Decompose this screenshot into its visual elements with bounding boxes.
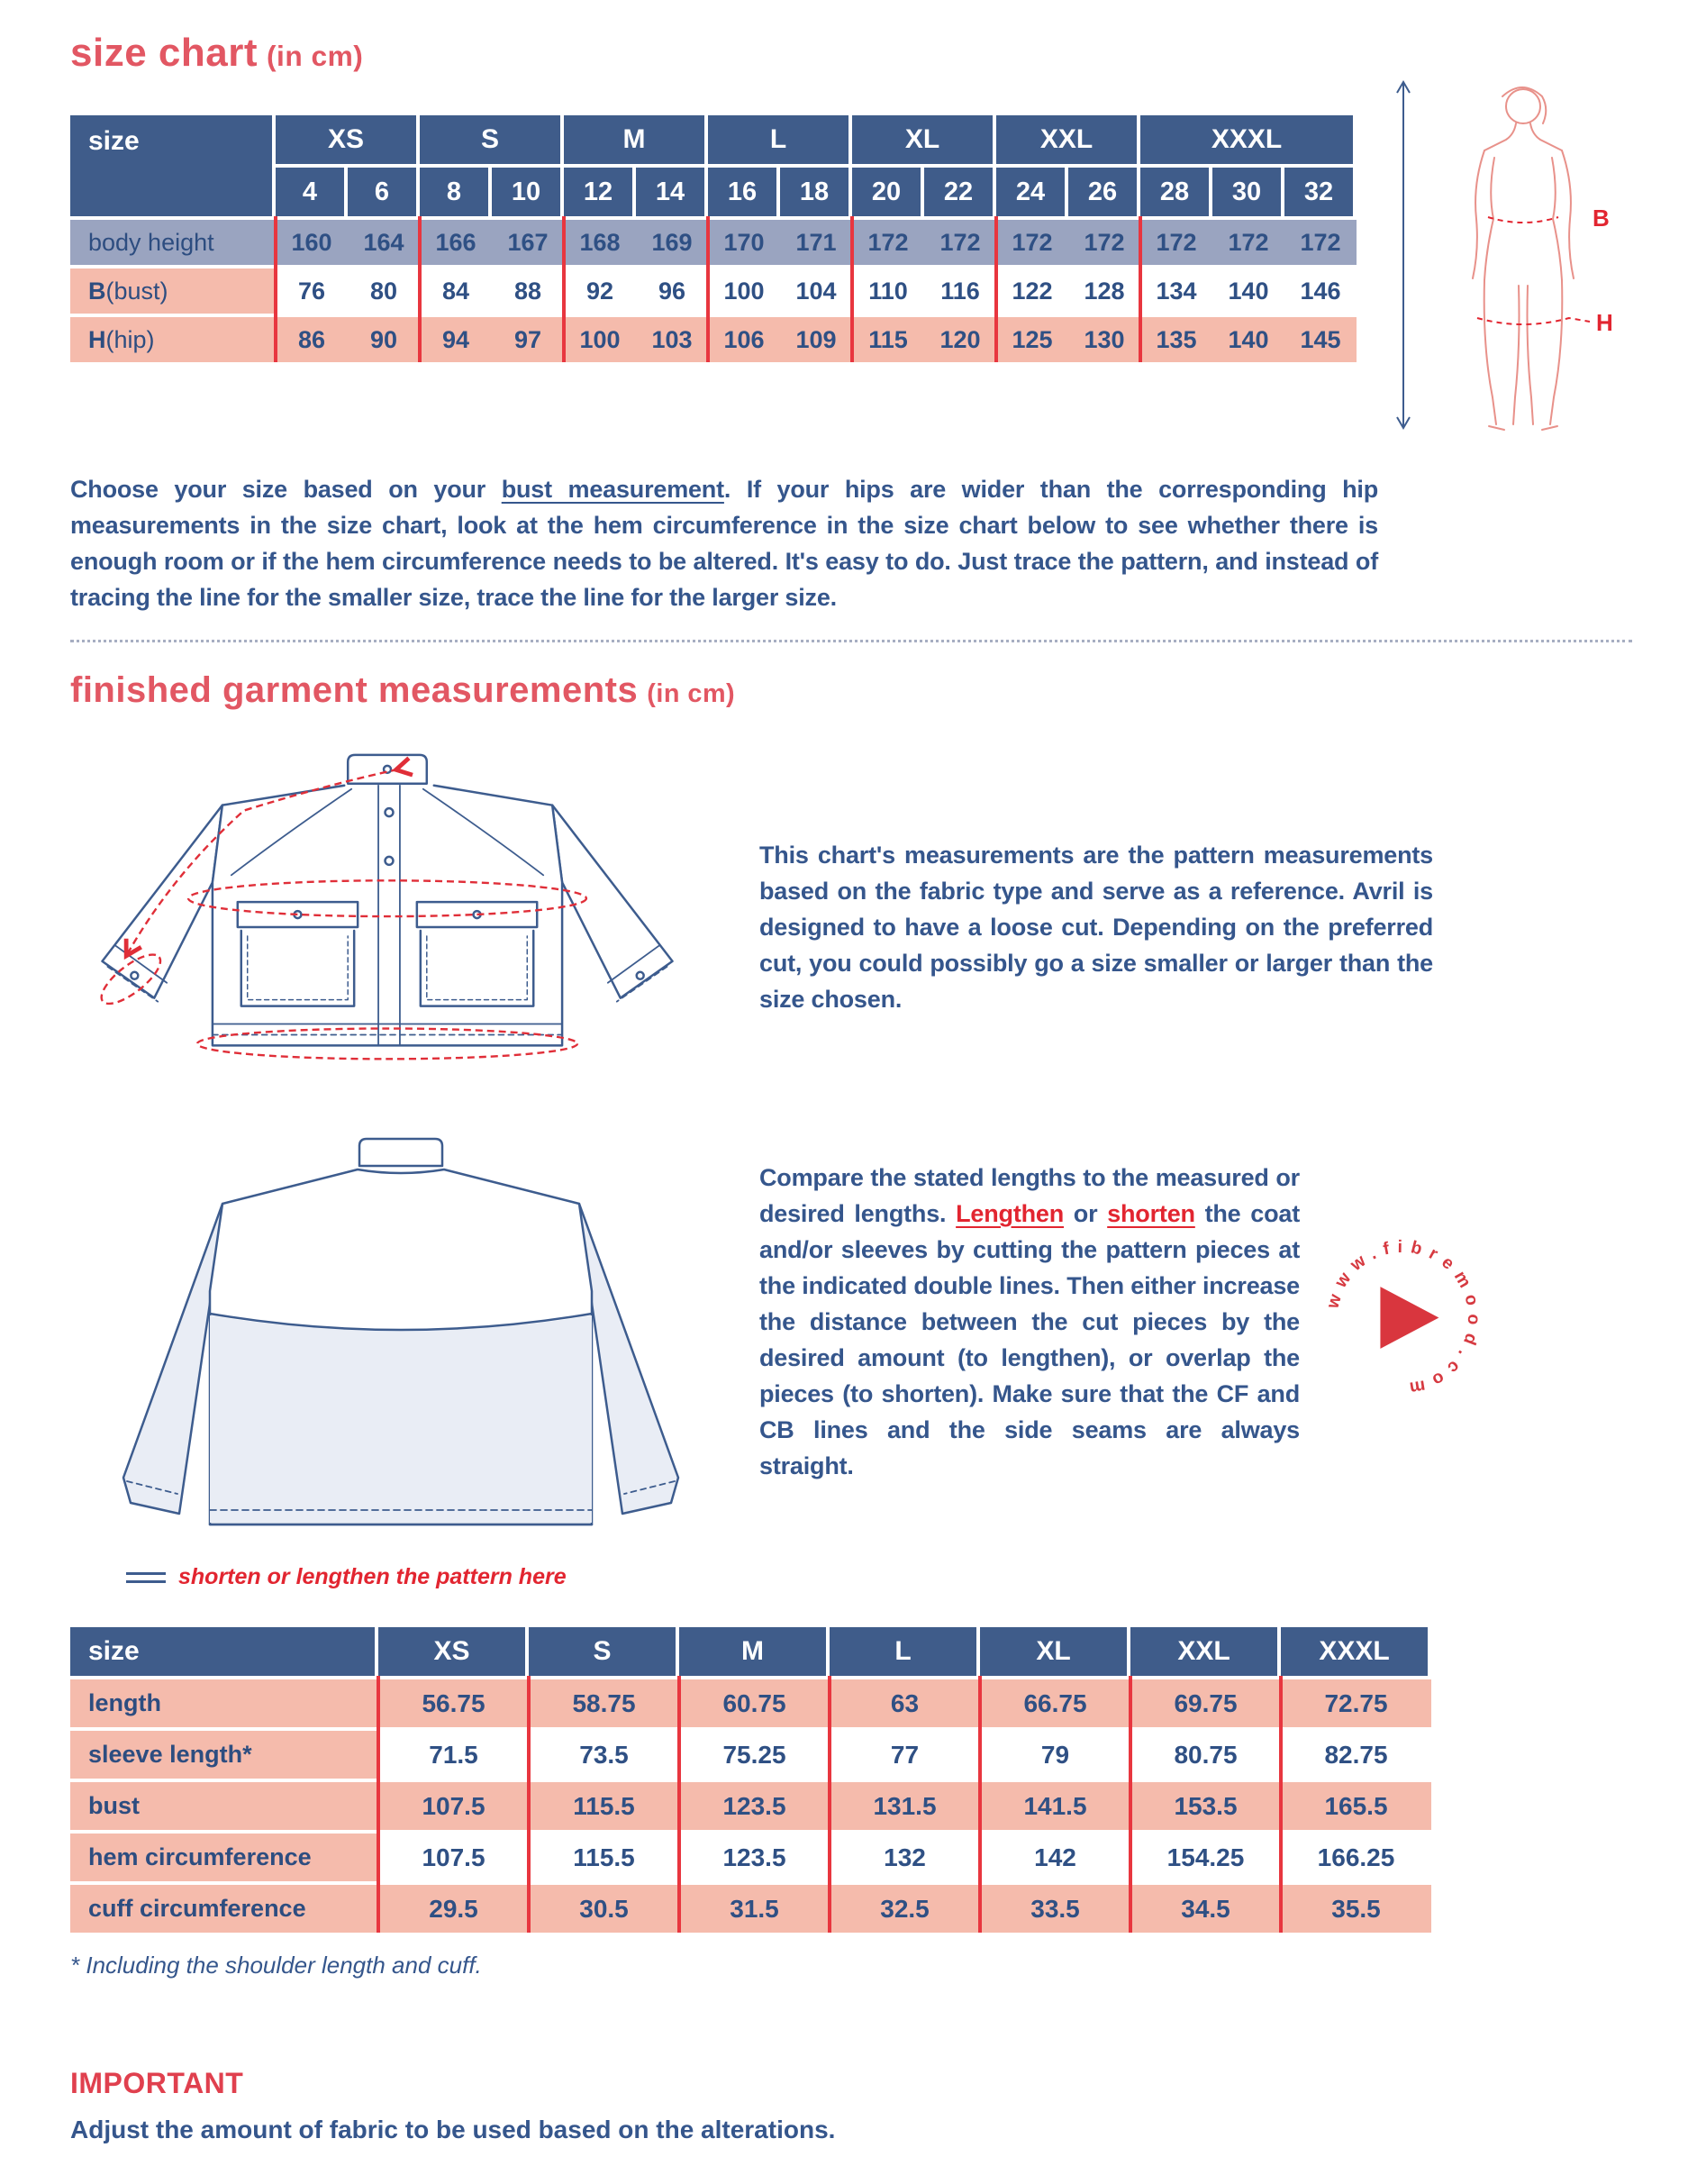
garment-size-header: XXXL xyxy=(1281,1627,1431,1676)
numeric-size-header: 4 xyxy=(276,168,348,216)
table-cell: 100 xyxy=(708,268,780,314)
lengthen-shorten-legend xyxy=(126,1564,567,1590)
intro-underlined-text: bust measurement xyxy=(501,476,724,503)
woman-silhouette xyxy=(1473,87,1574,430)
table-cell: 77 xyxy=(830,1731,980,1779)
table-cell: 29.5 xyxy=(378,1885,529,1933)
table-cell: 166.25 xyxy=(1281,1834,1431,1881)
row-label-sleeve-length: sleeve length* xyxy=(70,1731,378,1779)
table-cell: 103 xyxy=(636,317,708,362)
size-group-header: M xyxy=(564,115,708,164)
table-cell: 172 xyxy=(1212,220,1284,265)
table-cell: 60.75 xyxy=(679,1679,830,1727)
height-arrow xyxy=(1397,82,1410,428)
table-cell: 107.5 xyxy=(378,1834,529,1881)
table-cell: 130 xyxy=(1068,317,1140,362)
logo-play-triangle xyxy=(1380,1287,1438,1349)
table-cell: 76 xyxy=(276,268,348,314)
table-cell: 154.25 xyxy=(1130,1834,1281,1881)
red-separator-line xyxy=(1139,216,1142,362)
red-separator-line xyxy=(978,1676,982,1933)
table-cell: 96 xyxy=(636,268,708,314)
garment-table-corner-header: size xyxy=(70,1627,378,1676)
jacket-back-outline xyxy=(123,1139,678,1524)
important-heading: IMPORTANT xyxy=(70,2067,244,2099)
numeric-size-header: 6 xyxy=(348,168,420,216)
table-cell: 140 xyxy=(1212,317,1284,362)
table-cell: 84 xyxy=(420,268,492,314)
table-cell: 140 xyxy=(1212,268,1284,314)
table-cell: 123.5 xyxy=(679,1782,830,1830)
table-cell: 104 xyxy=(780,268,852,314)
size-group-header: XL xyxy=(852,115,996,164)
shorten-link-text: shorten xyxy=(1107,1200,1195,1227)
table-cell: 168 xyxy=(564,220,636,265)
table-cell: 71.5 xyxy=(378,1731,529,1779)
table-cell: 145 xyxy=(1284,317,1357,362)
intro-text: . If your hips are wider than the corresponding hip measurements in the size chart, look at the hem circumference in the size chart below to see whether there is enough room or if the hem circumference needs to be altered. It's easy to do. Just trace the pattern, and instead of tracing the line for the smaller size, trace the line for the larger size. xyxy=(70,476,1379,611)
reference-paragraph: This chart's measurements are the pattern measurements based on the fabric type and serve as a reference. Avril is designed to have a loose cut. Depending on the preferred cut, you could possibly go a size smaller or larger than the size chosen. xyxy=(759,842,1433,1013)
garment-size-header: XXL xyxy=(1130,1627,1281,1676)
size-chart-title-text: size chart xyxy=(70,31,258,75)
table-cell: 164 xyxy=(348,220,420,265)
bust-measure-label: B xyxy=(1593,205,1610,232)
table-cell: 80 xyxy=(348,268,420,314)
size-chart-corner-header: size xyxy=(70,115,276,216)
size-group-header: L xyxy=(708,115,852,164)
row-label-body-height xyxy=(70,220,276,265)
red-separator-line xyxy=(850,216,854,362)
table-cell: 32.5 xyxy=(830,1885,980,1933)
table-cell: 125 xyxy=(996,317,1068,362)
red-separator-line xyxy=(1129,1676,1132,1933)
table-cell: 165.5 xyxy=(1281,1782,1431,1830)
numeric-size-header: 14 xyxy=(636,168,708,216)
numeric-size-header: 26 xyxy=(1068,168,1140,216)
red-separator-line xyxy=(677,1676,681,1933)
red-separator-line xyxy=(527,1676,531,1933)
paragraph-text: Compare the stated lengths to the measured or desired lengths. xyxy=(759,1164,1300,1227)
red-separator-line xyxy=(274,216,277,362)
numeric-size-header: 10 xyxy=(492,168,564,216)
red-separator-line xyxy=(377,1676,380,1933)
red-separator-line xyxy=(1279,1676,1283,1933)
table-cell: 75.25 xyxy=(679,1731,830,1779)
sleeve-length-footnote: * Including the shoulder length and cuff. xyxy=(70,1952,482,1979)
numeric-size-header: 30 xyxy=(1212,168,1284,216)
size-chart-table xyxy=(70,115,1357,362)
table-cell: 115 xyxy=(852,317,924,362)
paragraph-text: the coat and/or sleeves by cutting the pattern pieces at the indicated double lines. Then either increase the distance between the cut pieces by the desired amount (to lengthen), or overlap the pieces (to shorten). Make sure that the CF and CB lines and the side seams are always straight. xyxy=(759,1200,1300,1479)
table-cell: 86 xyxy=(276,317,348,362)
table-cell: 131.5 xyxy=(830,1782,980,1830)
table-cell: 63 xyxy=(830,1679,980,1727)
table-cell: 172 xyxy=(1068,220,1140,265)
row-label-letter: H xyxy=(88,325,106,353)
size-chart-title xyxy=(70,31,363,76)
numeric-size-header: 28 xyxy=(1140,168,1212,216)
table-cell: 120 xyxy=(924,317,996,362)
row-label-bust: bust xyxy=(70,1782,378,1830)
table-cell: 115.5 xyxy=(529,1834,679,1881)
fibremood-logo xyxy=(1315,1230,1491,1406)
table-cell: 160 xyxy=(276,220,348,265)
intro-text: Choose your size based on your xyxy=(70,476,502,503)
red-separator-line xyxy=(418,216,422,362)
dotted-divider xyxy=(70,640,1632,642)
red-separator-line xyxy=(706,216,710,362)
hip-measure-label: H xyxy=(1596,309,1613,336)
lengthen-link-text: Lengthen xyxy=(956,1200,1065,1227)
intro-paragraph xyxy=(70,471,1378,615)
table-cell: 172 xyxy=(996,220,1068,265)
table-cell: 172 xyxy=(852,220,924,265)
table-cell: 134 xyxy=(1140,268,1212,314)
table-cell: 58.75 xyxy=(529,1679,679,1727)
red-separator-line xyxy=(994,216,998,362)
size-group-header: S xyxy=(420,115,564,164)
row-label-text: (hip) xyxy=(105,325,155,353)
size-group-header: XXL xyxy=(996,115,1140,164)
logo-circular-text: www.fibremood.com xyxy=(1322,1236,1484,1399)
table-cell: 69.75 xyxy=(1130,1679,1281,1727)
row-label-text: body height xyxy=(88,228,214,256)
table-cell: 167 xyxy=(492,220,564,265)
table-cell: 34.5 xyxy=(1130,1885,1281,1933)
table-cell: 172 xyxy=(1140,220,1212,265)
numeric-size-header: 20 xyxy=(852,168,924,216)
finished-title-text: finished garment measurements xyxy=(70,670,639,710)
numeric-size-header: 18 xyxy=(780,168,852,216)
table-cell: 123.5 xyxy=(679,1834,830,1881)
table-cell: 33.5 xyxy=(980,1885,1130,1933)
row-label-hem-circumference: hem circumference xyxy=(70,1834,378,1881)
table-cell: 94 xyxy=(420,317,492,362)
table-cell: 56.75 xyxy=(378,1679,529,1727)
numeric-size-header: 32 xyxy=(1284,168,1357,216)
jacket-back-drawing xyxy=(86,1124,716,1548)
numeric-size-header: 22 xyxy=(924,168,996,216)
row-label-bust xyxy=(70,268,276,314)
table-cell: 171 xyxy=(780,220,852,265)
size-group-header: XS xyxy=(276,115,420,164)
garment-size-header: XL xyxy=(980,1627,1130,1676)
table-cell: 141.5 xyxy=(980,1782,1130,1830)
row-label-cuff-circumference: cuff circumference xyxy=(70,1885,378,1933)
garment-size-header: M xyxy=(679,1627,830,1676)
table-cell: 142 xyxy=(980,1834,1130,1881)
table-cell: 100 xyxy=(564,317,636,362)
table-cell: 106 xyxy=(708,317,780,362)
legend-text: shorten or lengthen the pattern here xyxy=(178,1564,567,1589)
body-figure-illustration xyxy=(1387,77,1617,432)
table-cell: 153.5 xyxy=(1130,1782,1281,1830)
table-cell: 116 xyxy=(924,268,996,314)
table-cell: 92 xyxy=(564,268,636,314)
table-cell: 79 xyxy=(980,1731,1130,1779)
table-cell: 30.5 xyxy=(529,1885,679,1933)
numeric-size-header: 16 xyxy=(708,168,780,216)
table-cell: 72.75 xyxy=(1281,1679,1431,1727)
jacket-front-drawing xyxy=(54,741,721,1126)
table-cell: 169 xyxy=(636,220,708,265)
table-cell: 97 xyxy=(492,317,564,362)
table-cell: 146 xyxy=(1284,268,1357,314)
table-cell: 73.5 xyxy=(529,1731,679,1779)
row-label-hip xyxy=(70,317,276,362)
table-cell: 166 xyxy=(420,220,492,265)
paragraph-text: or xyxy=(1064,1200,1108,1227)
numeric-size-header: 8 xyxy=(420,168,492,216)
table-cell: 31.5 xyxy=(679,1885,830,1933)
garment-size-header: S xyxy=(529,1627,679,1676)
row-label-letter: B xyxy=(88,277,106,305)
important-text: Adjust the amount of fabric to be used based on the alterations. xyxy=(70,2116,836,2143)
row-label-text: (bust) xyxy=(105,277,168,305)
table-cell: 128 xyxy=(1068,268,1140,314)
table-cell: 88 xyxy=(492,268,564,314)
red-separator-line xyxy=(562,216,566,362)
table-cell: 35.5 xyxy=(1281,1885,1431,1933)
table-cell: 66.75 xyxy=(980,1679,1130,1727)
table-cell: 172 xyxy=(1284,220,1357,265)
numeric-size-header: 12 xyxy=(564,168,636,216)
lengthen-shorten-paragraph xyxy=(759,1160,1300,1484)
table-cell: 122 xyxy=(996,268,1068,314)
jacket-front-outline xyxy=(102,755,672,1045)
row-label-length: length xyxy=(70,1679,378,1727)
table-cell: 172 xyxy=(924,220,996,265)
finished-measurements-title xyxy=(70,670,735,711)
table-cell: 132 xyxy=(830,1834,980,1881)
table-cell: 115.5 xyxy=(529,1782,679,1830)
garment-measurements-table xyxy=(70,1627,1431,1933)
garment-size-header: XS xyxy=(378,1627,529,1676)
table-cell: 135 xyxy=(1140,317,1212,362)
numeric-size-header: 24 xyxy=(996,168,1068,216)
size-group-header: XXXL xyxy=(1140,115,1357,164)
table-cell: 90 xyxy=(348,317,420,362)
red-separator-line xyxy=(828,1676,831,1933)
finished-title-unit: (in cm) xyxy=(647,679,736,708)
double-line-icon xyxy=(126,1572,166,1583)
table-cell: 110 xyxy=(852,268,924,314)
size-chart-title-unit: (in cm) xyxy=(266,40,364,72)
table-cell: 82.75 xyxy=(1281,1731,1431,1779)
table-cell: 170 xyxy=(708,220,780,265)
garment-size-header: L xyxy=(830,1627,980,1676)
table-cell: 109 xyxy=(780,317,852,362)
table-cell: 80.75 xyxy=(1130,1731,1281,1779)
table-cell: 107.5 xyxy=(378,1782,529,1830)
